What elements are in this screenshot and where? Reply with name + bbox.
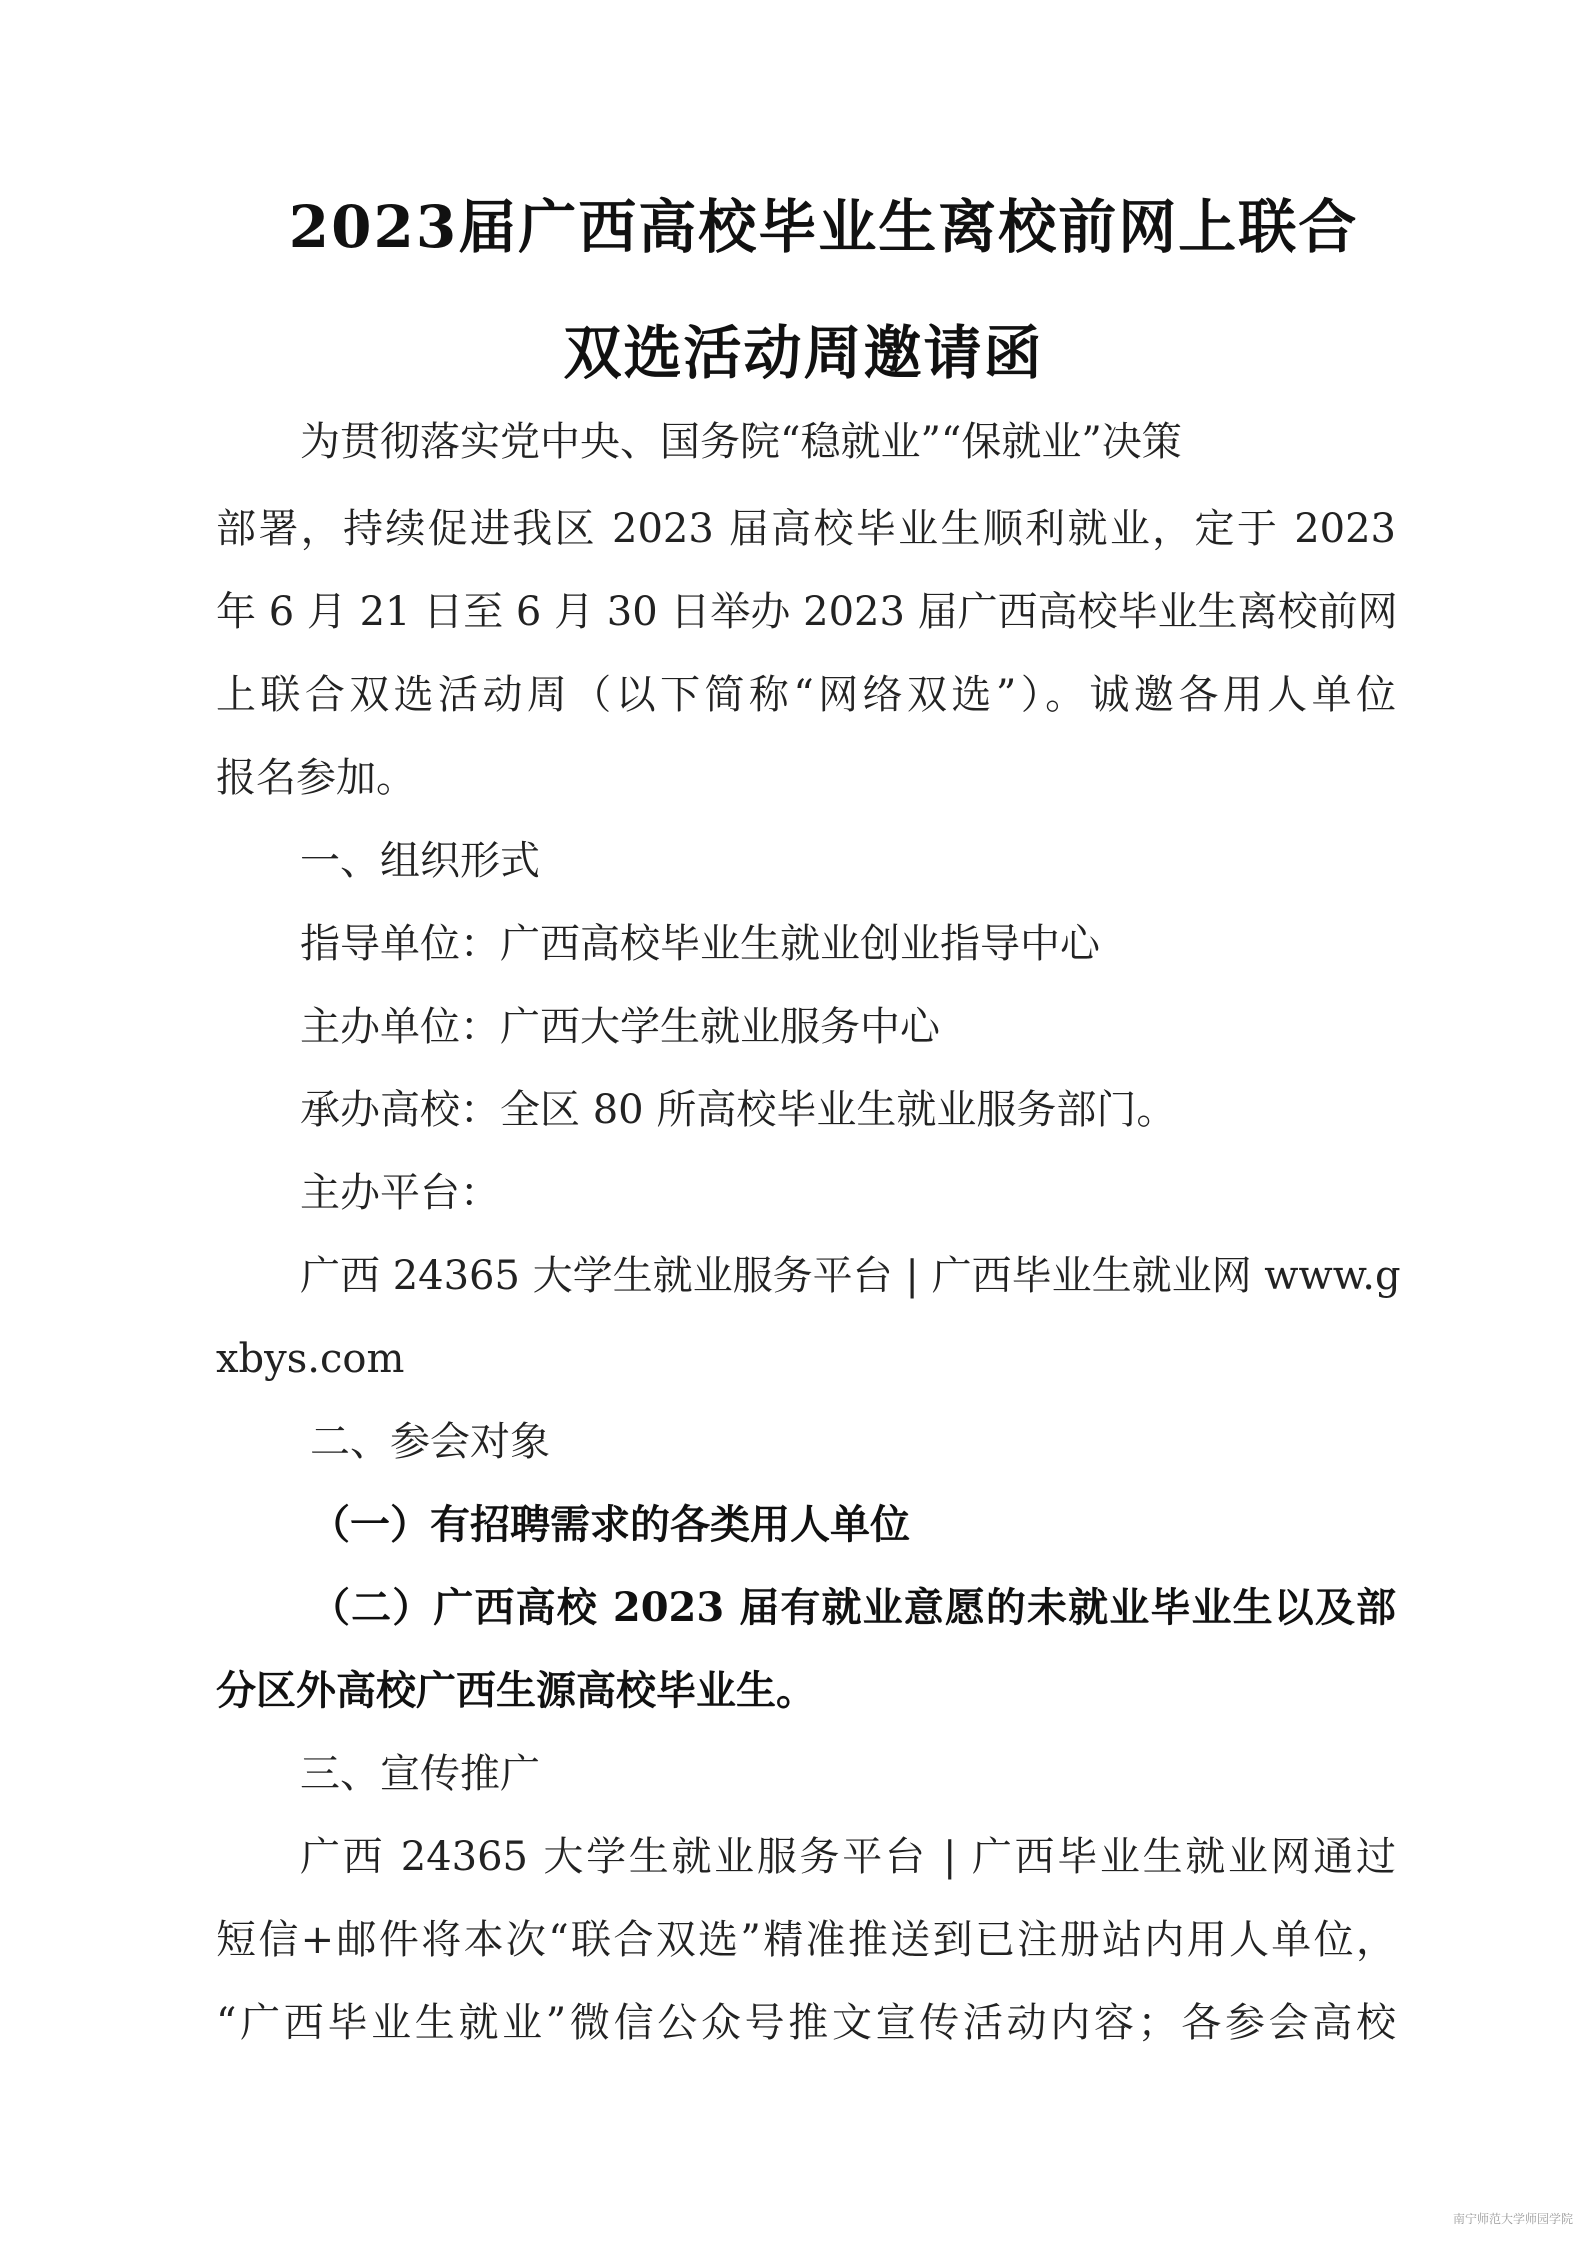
watermark-text: 南宁师范大学师园学院 <box>1452 2212 1573 2226</box>
intro-line-3: 年 6 月 21 日至 6 月 30 日举办 2023 届广西高校毕业生离校前网 <box>216 589 1398 635</box>
title-line-2: 双选活动周邀请函 <box>563 319 1044 387</box>
intro-line-5: 报名参加。 <box>216 755 416 801</box>
promotion-line-3: “广西毕业生就业”微信公众号推文宣传活动内容；各参会高校 <box>216 2000 1396 2046</box>
participant-item-2-line-1: （二）广西高校 2023 届有就业意愿的未就业毕业生以及部 <box>310 1584 1396 1631</box>
title-line-1: 2023届广西高校毕业生离校前网上联合 <box>288 193 1359 261</box>
section-1-heading: 一、组织形式 <box>300 838 540 884</box>
platform-line-2: xbys.com <box>216 1336 405 1382</box>
participant-item-1: （一）有招聘需求的各类用人单位 <box>310 1501 910 1548</box>
section-2-heading: 二、参会对象 <box>310 1419 550 1465</box>
intro-line-2: 部署，持续促进我区 2023 届高校毕业生顺利就业，定于 2023 <box>216 506 1396 552</box>
promotion-line-1: 广西 24365 大学生就业服务平台 | 广西毕业生就业网通过 <box>300 1834 1396 1880</box>
promotion-line-2: 短信+邮件将本次“联合双选”精准推送到已注册站内用人单位， <box>216 1917 1396 1963</box>
platform-label: 主办平台： <box>300 1170 500 1216</box>
section-3-heading: 三、宣传推广 <box>300 1751 540 1797</box>
participant-item-2-line-2: 分区外高校广西生源高校毕业生。 <box>216 1667 816 1714</box>
guide-unit: 指导单位：广西高校毕业生就业创业指导中心 <box>300 921 1100 967</box>
intro-line-1: 为贯彻落实党中央、国务院“稳就业”“保就业”决策 <box>300 419 1182 465</box>
intro-line-4: 上联合双选活动周（以下简称“网络双选”）。诚邀各用人单位 <box>216 672 1396 718</box>
organizer-unit: 承办高校：全区 80 所高校毕业生就业服务部门。 <box>300 1087 1177 1133</box>
platform-line-1: 广西 24365 大学生就业服务平台 | 广西毕业生就业网 www.g <box>300 1253 1401 1299</box>
host-unit: 主办单位：广西大学生就业服务中心 <box>300 1004 940 1050</box>
